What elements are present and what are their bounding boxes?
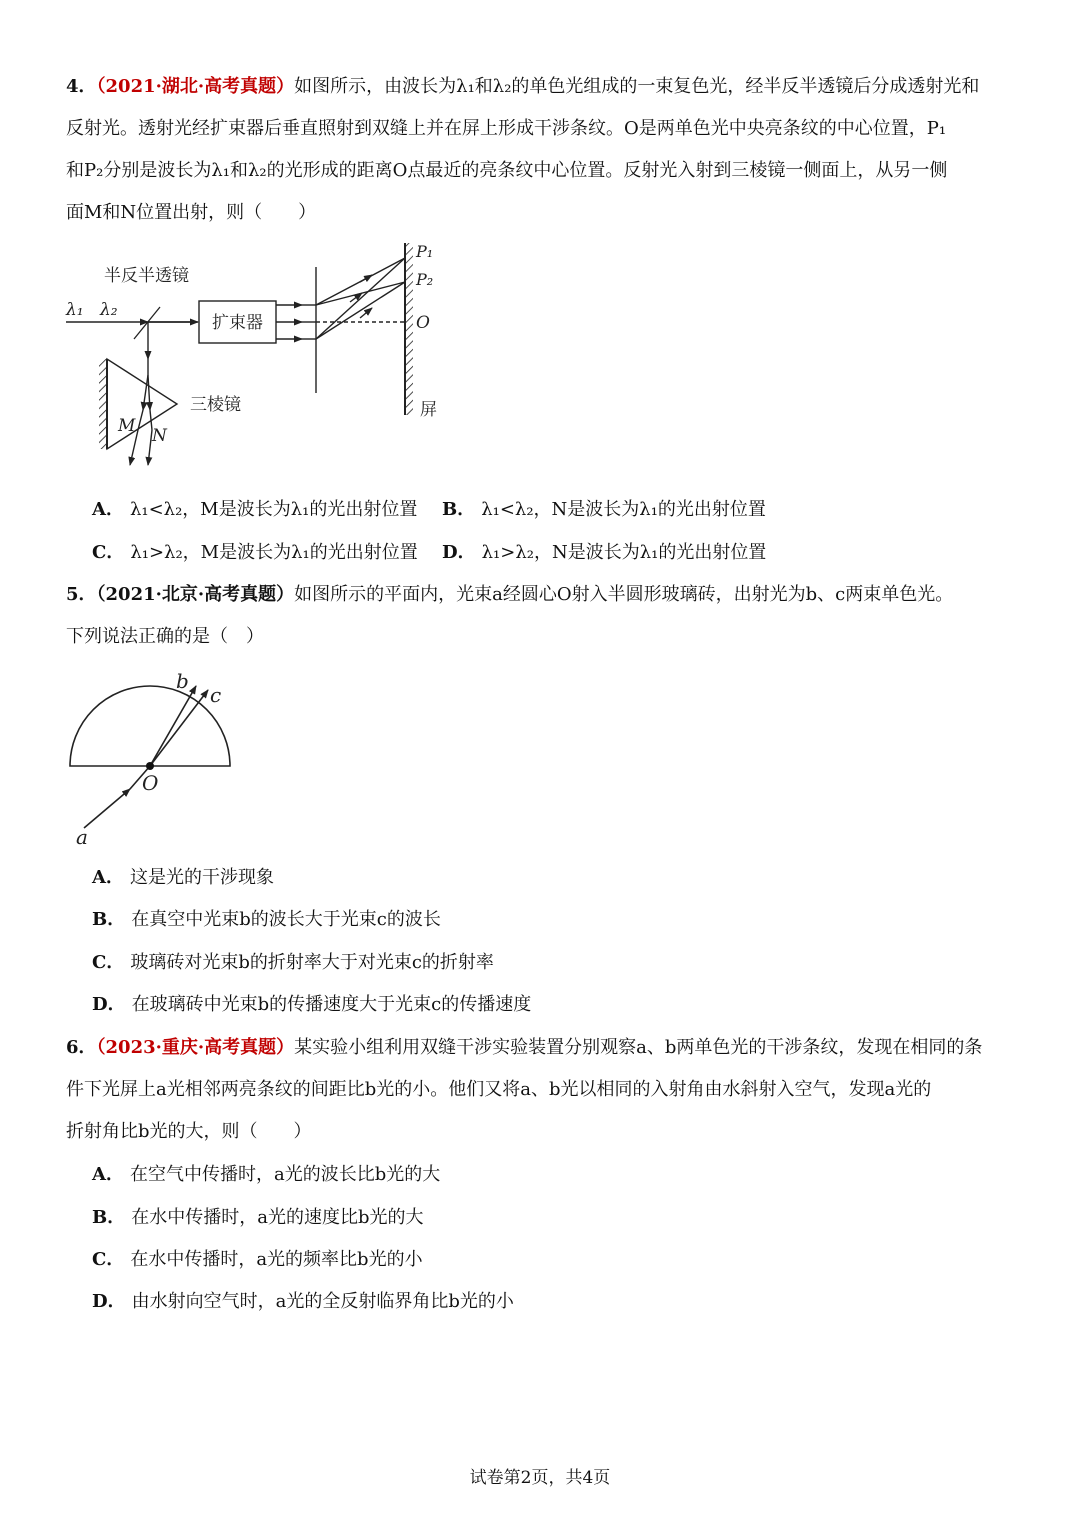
lambda2-label: λ₂ (100, 300, 118, 320)
q4-number: 4． (66, 76, 97, 97)
q4-source: （2021·湖北·高考真题） (96, 76, 295, 97)
q5-number: 5． (66, 584, 97, 605)
q6-option-a[interactable] (92, 1163, 440, 1187)
q6-option-d[interactable] (92, 1290, 514, 1314)
q4-option-b-text: λ₁<λ₂，N是波长为λ₁的光出射位置 (481, 499, 766, 520)
q6-option-a-text: 在空气中传播时，a光的波长比b光的大 (129, 1164, 441, 1185)
q5-option-c[interactable] (92, 951, 494, 975)
lambda1-label: λ₁ (66, 300, 84, 320)
q4-option-c-label: C． (92, 542, 125, 563)
q4-option-a-text: λ₁<λ₂，M是波长为λ₁的光出射位置 (129, 499, 418, 520)
q6-line-1 (66, 1027, 1026, 1069)
q4-option-b-label: B． (442, 499, 476, 520)
q5-option-a-text: 这是光的干涉现象 (129, 867, 274, 888)
q5-text-1: 如图所示的平面内，光束a经圆心O射入半圆形玻璃砖，出射光为b、c两束单色光。 (294, 584, 954, 605)
q5-figure (60, 668, 250, 848)
q5-source: （2021·北京·高考真题） (96, 584, 295, 605)
q5-option-d-label: D． (92, 994, 126, 1015)
q5-option-a[interactable] (92, 866, 274, 890)
q5-option-b-label: B． (92, 909, 126, 930)
q4-option-b[interactable] (442, 498, 766, 522)
a-label: a (76, 825, 88, 849)
q6-option-c-text: 在水中传播时，a光的频率比b光的小 (130, 1249, 423, 1270)
q4-option-d[interactable] (442, 541, 766, 565)
q5-option-b[interactable] (92, 908, 441, 932)
prism-label: 三棱镜 (190, 395, 241, 415)
q5-option-b-text: 在真空中光束b的波长大于光束c的波长 (131, 909, 441, 930)
q5-line-1 (66, 574, 1026, 616)
q4-line-1 (66, 66, 1026, 108)
q6-option-c-label: C． (92, 1249, 125, 1270)
q4-option-c-text: λ₁>λ₂，M是波长为λ₁的光出射位置 (130, 542, 418, 563)
q4-option-d-label: D． (442, 542, 476, 563)
p1-label: P₁ (416, 242, 434, 261)
q5-text-2: 下列说法正确的是（ ） (66, 626, 264, 647)
q4-text-2: 反射光。透射光经扩束器后垂直照射到双缝上并在屏上形成干涉条纹。O是两单色光中央亮条纹的中心位置，P₁ (66, 118, 947, 139)
q4-text-3: 和P₂分别是波长为λ₁和λ₂的光形成的距离O点最近的亮条纹中心位置。反射光入射到三棱镜一侧面上，从另一侧 (66, 160, 948, 181)
q6-number: 6． (66, 1037, 97, 1058)
q4-text-1: 如图所示，由波长为λ₁和λ₂的单色光组成的一束复色光，经半反半透镜后分成透射光和 (294, 76, 980, 97)
q6-option-c[interactable] (92, 1248, 423, 1272)
q5-option-d[interactable] (92, 993, 531, 1017)
n-label: N (152, 426, 167, 446)
q5-option-d-text: 在玻璃砖中光束b的传播速度大于光束c的传播速度 (131, 994, 532, 1015)
m-label: M (118, 416, 136, 436)
q6-text-3: 折射角比b光的大，则（ ） (66, 1121, 312, 1142)
o-label-q5: O (142, 771, 159, 795)
q6-option-b-label: B． (92, 1207, 126, 1228)
q6-source: （2023·重庆·高考真题） (96, 1037, 295, 1058)
p2-label: P₂ (416, 270, 434, 289)
semi-mirror (134, 307, 160, 339)
o-label: O (416, 313, 430, 333)
q5-option-c-text: 玻璃砖对光束b的折射率大于对光束c的折射率 (130, 952, 494, 973)
question-6 (66, 1027, 1026, 1153)
b-label: b (176, 669, 189, 693)
c-label: c (210, 683, 222, 707)
q5-option-a-label: A． (92, 867, 124, 888)
semicircle-glass (70, 686, 230, 766)
beam-c (150, 690, 208, 766)
q6-option-d-text: 由水射向空气时，a光的全反射临界角比b光的小 (131, 1291, 514, 1312)
q4-option-d-text: λ₁>λ₂，N是波长为λ₁的光出射位置 (481, 542, 767, 563)
q6-text-1: 某实验小组利用双缝干涉实验装置分别观察a、b两单色光的干涉条纹，发现在相同的条 (294, 1037, 983, 1058)
beam-a (84, 789, 130, 828)
q6-option-a-label: A． (92, 1164, 124, 1185)
q4-figure (60, 235, 460, 475)
question-5 (66, 574, 1026, 658)
beam-b (150, 686, 196, 766)
question-4 (66, 66, 1026, 234)
q4-option-c[interactable] (92, 541, 418, 565)
center-point (146, 762, 154, 770)
mirror-label: 半反半透镜 (104, 266, 189, 286)
expander-label: 扩束器 (212, 313, 263, 333)
screen-label: 屏 (420, 400, 437, 420)
q4-option-a-label: A． (92, 499, 124, 520)
q6-text-2: 件下光屏上a光相邻两亮条纹的间距比b光的小。他们又将a、b光以相同的入射角由水斜射入空气，发现a光的 (66, 1079, 932, 1100)
page-footer: 试卷第2页，共4页 (469, 1468, 611, 1488)
q6-option-d-label: D． (92, 1291, 126, 1312)
q4-option-a[interactable] (92, 498, 417, 522)
q4-text-4: 面M和N位置出射，则（ ） (66, 202, 317, 223)
q6-option-b[interactable] (92, 1206, 423, 1230)
q6-option-b-text: 在水中传播时，a光的速度比b光的大 (131, 1207, 424, 1228)
q5-option-c-label: C． (92, 952, 125, 973)
